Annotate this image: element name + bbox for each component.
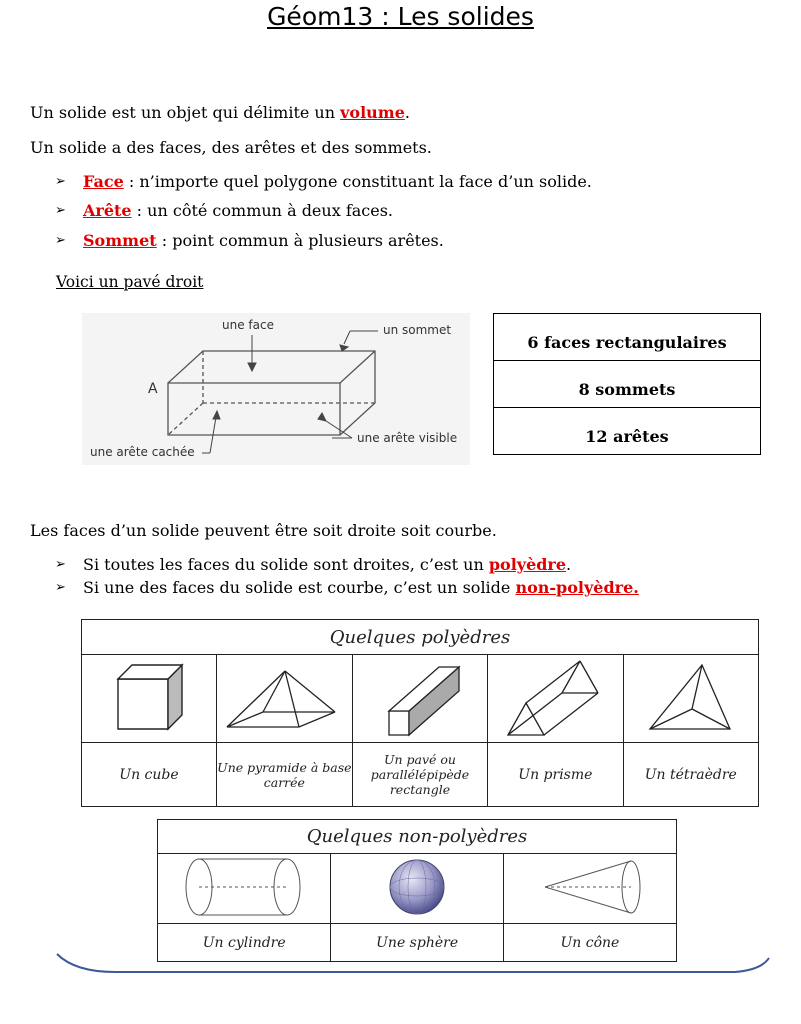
cube-cell	[82, 655, 217, 743]
keyword-face: Face	[83, 172, 124, 191]
sphere-cell	[331, 854, 503, 924]
label-tetraedre: Un tétraèdre	[623, 743, 758, 807]
keyword-arete: Arête	[83, 201, 132, 220]
polyedres-table	[81, 619, 759, 807]
intro-text: Un solide est un objet qui délimite un	[30, 103, 341, 122]
tetrahedron-icon	[636, 657, 746, 737]
cube-icon	[104, 657, 194, 737]
definition-arete	[55, 201, 393, 220]
label-arete-cachee: une arête cachée	[90, 445, 195, 459]
page-title: Géom13 : Les solides	[267, 2, 534, 31]
label-cube: Un cube	[82, 743, 217, 807]
keyword-volume: volume	[340, 103, 405, 122]
keyword-non-polyedre: non-polyèdre.	[515, 578, 639, 597]
pave-subtitle: Voici un pavé droit	[56, 273, 204, 291]
definition-text: : un côté commun à deux faces.	[131, 201, 393, 220]
tetrahedron-cell	[623, 655, 758, 743]
pave-figure	[82, 313, 470, 465]
label-arete-visible: une arête visible	[357, 431, 458, 445]
label-cone: Un cône	[503, 924, 676, 962]
fact-sommets: 8 sommets	[494, 361, 760, 408]
pyramid-cell	[216, 655, 352, 743]
label-pave: Un pavé ou parallélépipède rectangle	[352, 743, 487, 807]
non-polyedre-text: Si une des faces du solide est courbe, c’est un solide	[83, 578, 516, 597]
faces-line: Les faces d’un solide peuvent être soit droite soit courbe.	[30, 521, 497, 540]
arrow-bullet-icon: ➢	[55, 174, 66, 189]
definition-sommet	[55, 231, 444, 250]
cylinder-cell	[158, 854, 331, 924]
pave-facts-table	[493, 313, 761, 455]
label-pyramide: Une pyramide à base carrée	[216, 743, 352, 807]
label-face: une face	[222, 318, 274, 332]
non-polyedres-table	[157, 819, 677, 962]
pave-cell	[352, 655, 487, 743]
cylinder-icon	[179, 855, 309, 919]
cone-icon	[535, 855, 645, 919]
label-cylindre: Un cylindre	[158, 924, 331, 962]
keyword-polyedre: polyèdre	[488, 555, 567, 574]
label-sommet: un sommet	[383, 323, 452, 337]
polyedre-end: .	[566, 555, 572, 574]
triangular-prism-icon	[500, 657, 610, 737]
polyedres-title: Quelques polyèdres	[82, 620, 759, 655]
label-prisme: Un prisme	[488, 743, 623, 807]
definition-face	[55, 172, 592, 191]
pyramid-icon	[219, 657, 349, 737]
sphere-icon	[385, 855, 449, 919]
front-face	[168, 383, 340, 435]
arrow-bullet-icon: ➢	[55, 233, 66, 248]
intro-line-1	[30, 103, 410, 122]
label-sphere: Une sphère	[331, 924, 503, 962]
non-polyedre-item	[55, 578, 639, 597]
intro-line-2: Un solide a des faces, des arêtes et des sommets.	[30, 138, 432, 157]
non-polyedres-title: Quelques non-polyèdres	[158, 820, 677, 854]
fact-faces: 6 faces rectangulaires	[494, 314, 760, 361]
arrow-bullet-icon: ➢	[55, 580, 66, 595]
page-curl-decoration	[55, 948, 775, 978]
cone-cell	[503, 854, 676, 924]
fact-aretes: 12 arêtes	[585, 427, 669, 446]
prism-cell	[488, 655, 623, 743]
rectangular-prism-icon	[365, 657, 475, 737]
intro-end: .	[404, 103, 411, 122]
polyedre-item	[55, 555, 572, 574]
label-a: A	[148, 381, 158, 397]
visible-edges	[168, 351, 375, 435]
definition-text: : n’importe quel polygone constituant la face d’un solide.	[123, 172, 592, 191]
definition-text: : point commun à plusieurs arêtes.	[156, 231, 444, 250]
keyword-sommet: Sommet	[83, 231, 157, 250]
polyedre-text: Si toutes les faces du solide sont droites, c’est un	[83, 555, 489, 574]
arrow-bullet-icon: ➢	[55, 557, 66, 572]
hidden-edges	[168, 351, 375, 435]
arrow-bullet-icon: ➢	[55, 203, 66, 218]
